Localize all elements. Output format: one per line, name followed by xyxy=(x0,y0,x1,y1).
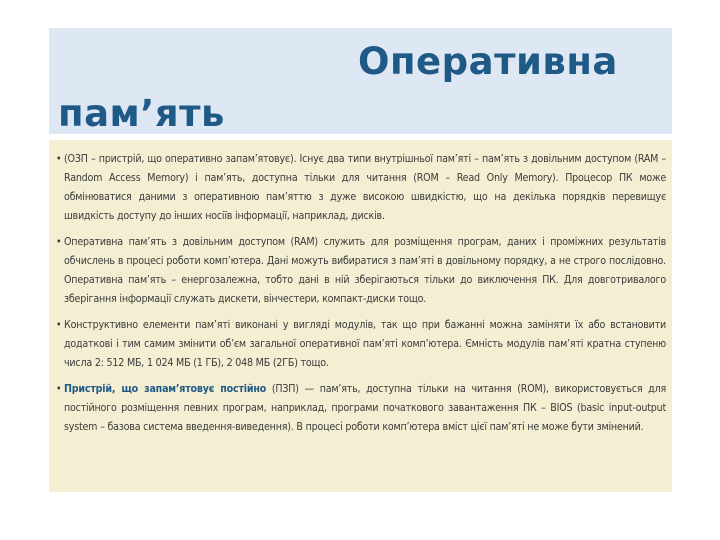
bullet-dot-icon: • xyxy=(56,319,62,331)
bullet-item xyxy=(56,380,666,437)
bullet-dot-icon: • xyxy=(56,383,62,395)
bullet-text: Оперативна пам’ять з довільним доступом (RAM) служить для розміщення програм, даних і проміжних результатів обчислень в процесі роботи комп’ютера. Дані можуть вибиратися з пам’яті в довільному порядку, а не строго послідовно. Оперативна пам’ять – енергозалежна, тобто дані в ній зберігаються тільки до виключення ПК. Для довготривалого зберігання інформації служать дискети, вінчестери, компакт-диски тощо. xyxy=(64,236,666,305)
slide-title-line2: пам’ять xyxy=(58,92,225,135)
bullet-text: Конструктивно елементи пам’яті виконані у вигляді модулів, так що при бажанні можна заміняти їх або встановити додаткові і тим самим змінити об’єм загальної оперативної пам’яті комп’ютера. Ємність модулів пам’яті кратна ступеню числа 2: 512 МБ, 1 024 МБ (1 ГБ), 2 048 МБ (2ГБ) тощо. xyxy=(64,319,666,369)
slide-title-line1: Оперативна xyxy=(358,40,618,83)
bullet-dot-icon: • xyxy=(56,236,62,248)
bullet-text: (ПЗП) — пам’ять, доступна тільки на читання (ROM), використовується для постійного розміщення певних програм, наприклад, програми початкового завантаження ПК – BIOS (basic input-output system – базова система введення-виведення). В процесі роботи комп’ютера вміст цієї пам’яті не може бути змінений. xyxy=(64,383,666,433)
bullet-term: Пристрій, що запам’ятовує постійно xyxy=(64,383,267,395)
bullet-list xyxy=(56,150,666,444)
bullet-item xyxy=(56,316,666,373)
bullet-dot-icon: • xyxy=(56,153,62,165)
slide-title xyxy=(58,36,666,140)
bullet-text: (ОЗП – пристрій, що оперативно запам’ятовує). Існує два типи внутрішньої пам’яті – пам’ять з довільним доступом (RAM – Random Access Memory) і пам’ять, доступна тільки для читання (ROM – Read Only Memory). Процесор ПК може обмінюватися даними з оперативною пам’яттю з дуже високою швидкістю, що на декілька порядків перевищує швидкість доступу до інших носіїв інформації, наприклад, дисків. xyxy=(64,153,666,222)
bullet-item xyxy=(56,150,666,226)
bullet-item xyxy=(56,233,666,309)
